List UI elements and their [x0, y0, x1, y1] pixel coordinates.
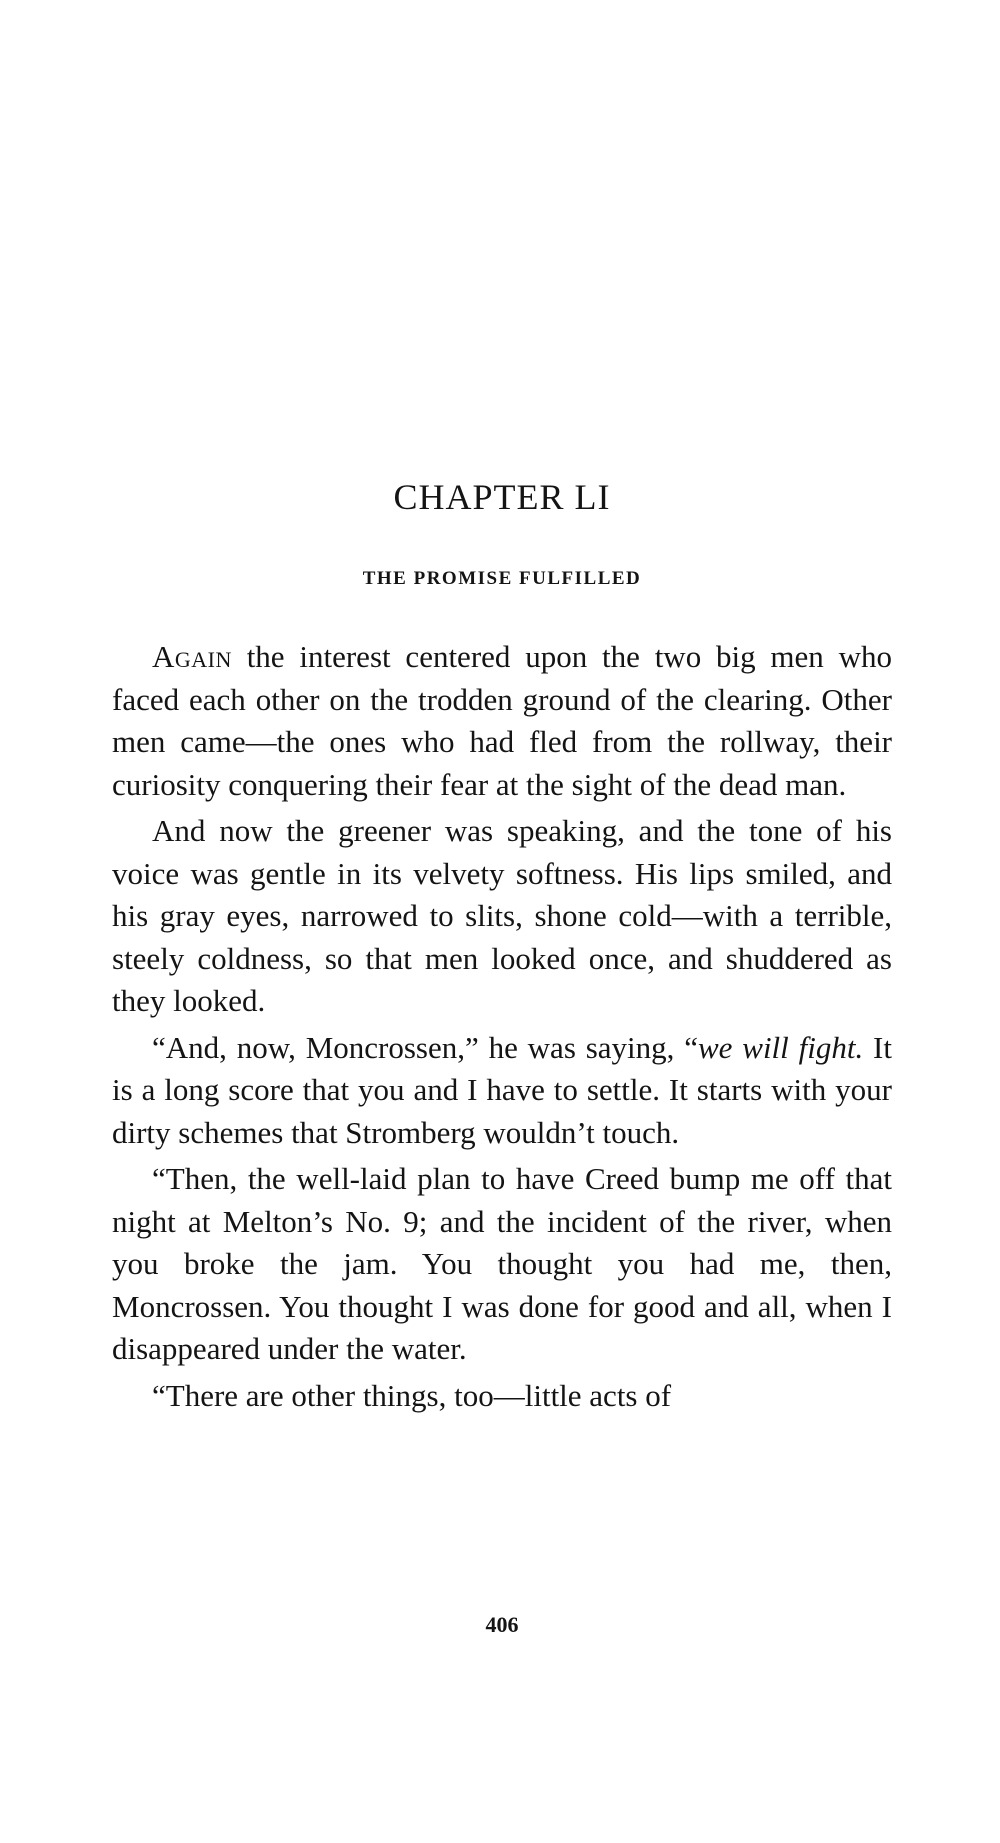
paragraph-1: [112, 636, 892, 806]
paragraph-3-after: It is a long score that you and I have to settle. It starts with your dirty schemes that Stromberg wouldn’t touch.: [112, 1029, 892, 1150]
page-number: 406: [485, 1612, 519, 1637]
paragraph-5: “There are other things, too—little acts of: [152, 1377, 672, 1413]
paragraph-3: [112, 1027, 892, 1155]
paragraph-1-text: the interest centered upon the two big men who faced each other on the trodden ground of the clearing. Other men came—the ones who had fled from the rollway, their curiosity conquering their fear at the sight of the dead man.: [112, 639, 892, 802]
body-text: [112, 636, 892, 1421]
chapter-subtitle: THE PROMISE FULFILLED: [362, 568, 642, 589]
drop-word: Again: [152, 639, 232, 674]
paragraph-3-before: “And, now, Moncrossen,” he was saying, “: [152, 1029, 698, 1065]
chapter-title: CHAPTER LI: [393, 477, 611, 517]
paragraph-3-emphasis: we will fight.: [698, 1029, 864, 1065]
paragraph-4: “Then, the well-laid plan to have Creed bump me off that night at Melton’s No. 9; and the incident of the river, when you broke the jam. You thought you had me, then, Moncrossen. You thought I was done for good and all, when I disappeared under the water.: [112, 1161, 892, 1366]
paragraph-2: And now the greener was speaking, and the tone of his voice was gentle in its velvety softness. His lips smiled, and his gray eyes, narrowed to slits, shone cold—with a terrible, steely coldness, so that men looked once, and shuddered as they looked.: [112, 813, 892, 1018]
book-page: [112, 0, 892, 1843]
